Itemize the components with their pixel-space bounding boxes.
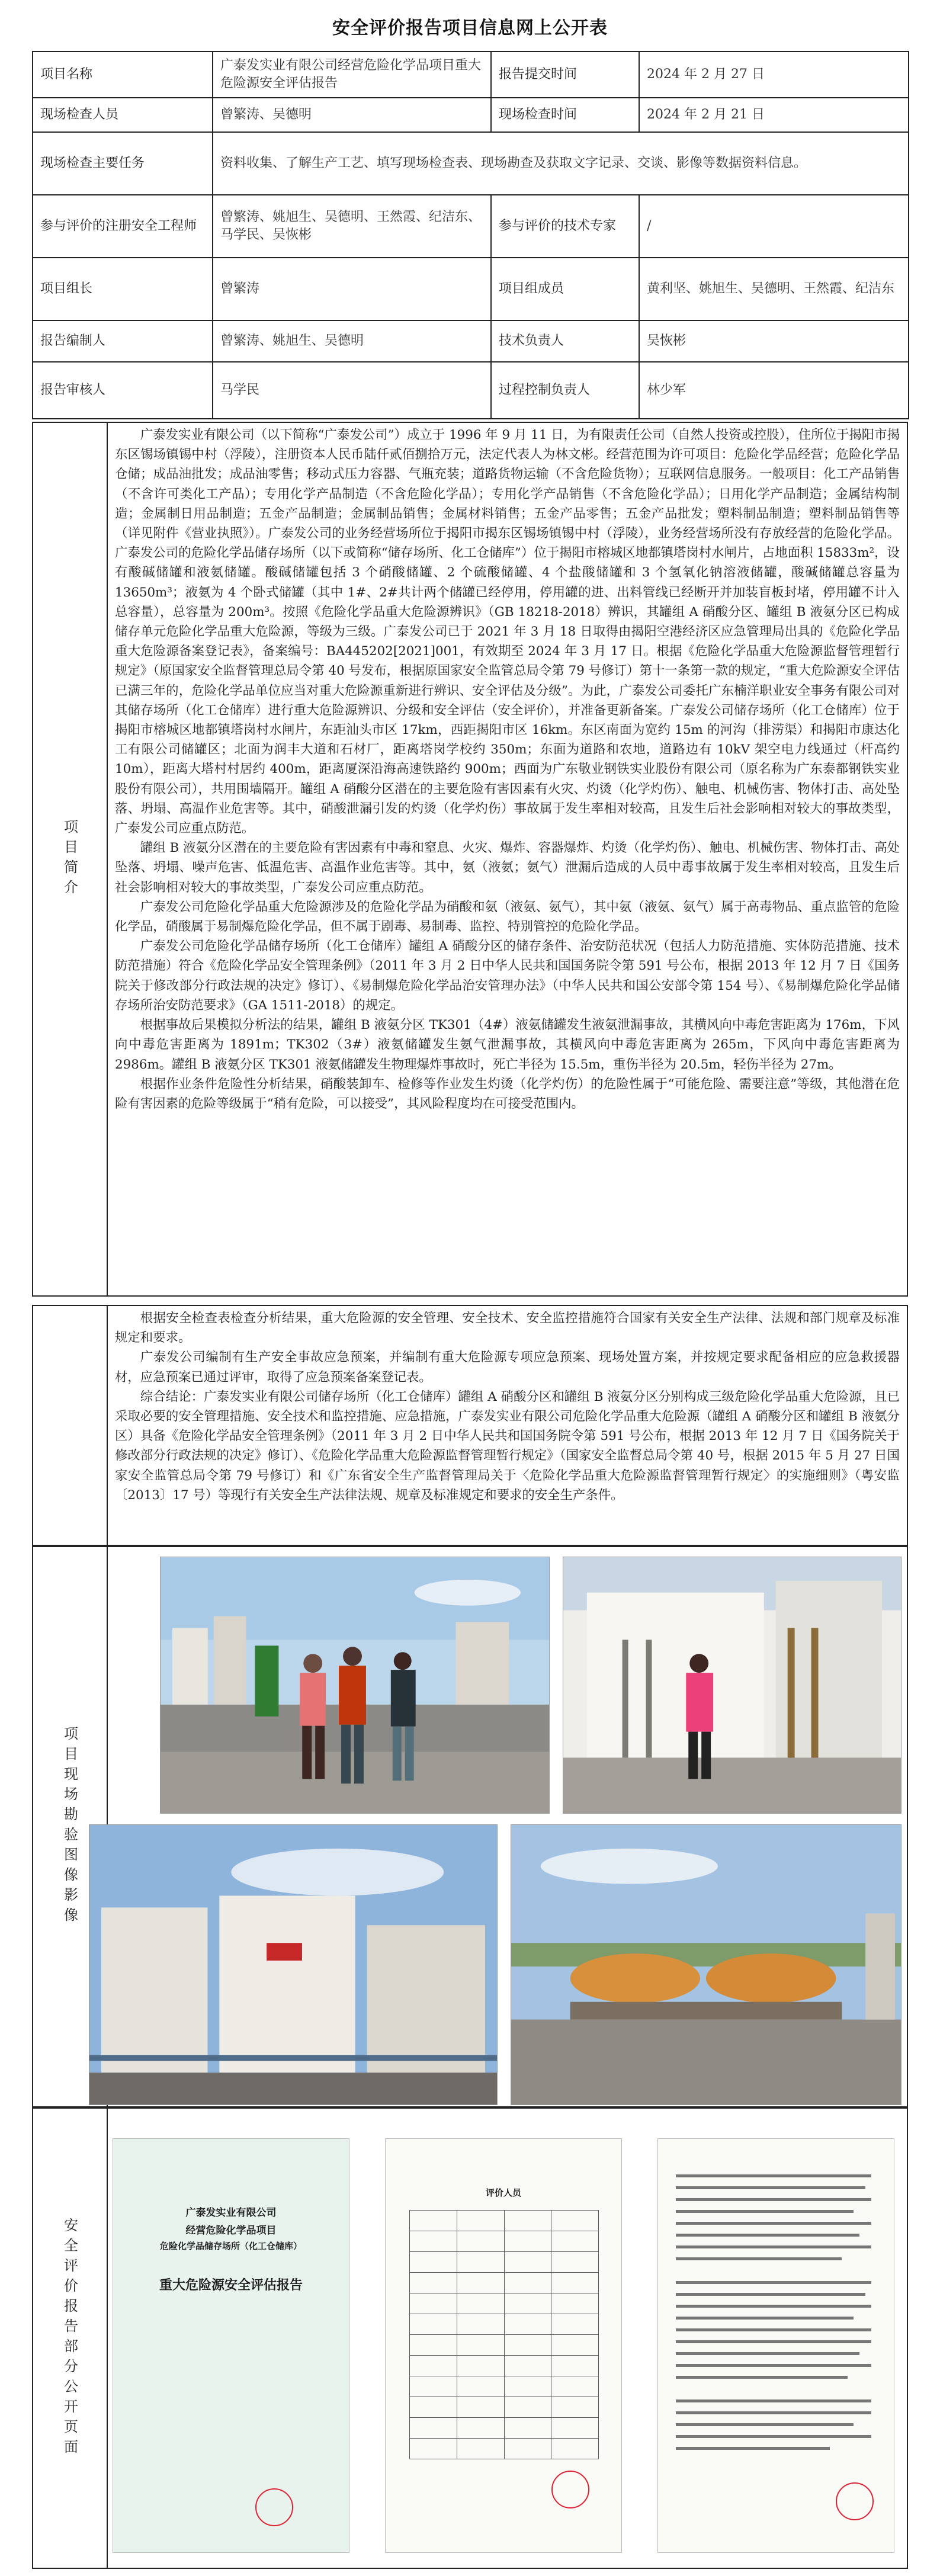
conclusion-text-lines (676, 2174, 877, 2506)
personnel-heading: 评价人员 (485, 2187, 521, 2198)
report-pages-label-cell (33, 2109, 108, 2568)
summary-b-paragraph-1: 根据安全检查表检查分析结果，重大危险源的安全管理、安全技术、安全监控措施符合国家有关安全生产法律、法规和部门规章及标准规定和要求。 (115, 1311, 900, 1346)
site-photo-pipes (563, 1557, 901, 1814)
leader-value: 曾繁涛 (213, 258, 491, 320)
personnel-table (409, 2210, 599, 2459)
cover-stamp (255, 2488, 293, 2526)
summary-paragraph-4: 广泰发公司危险化学品储存场所（化工仓储库）罐组 A 硝酸分区的储存条件、治安防范状况（包括人力防范措施、实体防范措施、技术防范措施）符合《危险化学品安全管理条例》（2011 年 3 月 2 日中华人民共和国国务院令第 591 号公布，根据 2013 年 12 月 7 日《国务院关于修改部分行政法规的决定》修订）、《易制爆危险化学品治安管理办法》（中华人民共和国公安部令第 154 号）、《易制爆危险化学品储存场所治安防范要求》（GA 1511-2018）的规定。 (115, 939, 900, 1013)
report-personnel-page (385, 2138, 622, 2553)
process-label: 过程控制负责人 (491, 362, 639, 419)
summary-paragraph-2: 罐组 B 液氨分区潜在的主要危险有害因素有中毒和窒息、火灾、爆炸、容器爆炸、灼烫（化学灼伤）、触电、机械伤害、物体打击、高处坠落、坍塌、噪声危害、低温危害、高温作业危害等。其中，氨（液氨；氨气）泄漏后造成的人员中毒事故属于发生率相对较高，且发生后社会影响相对较大的事故类型，广泰发公司应重点防范。 (115, 841, 900, 895)
tech-lead-value: 吴恢彬 (639, 320, 909, 362)
summary-paragraph-1: 广泰发实业有限公司（以下简称“广泰发公司”）成立于 1996 年 9 月 11 日，为有限责任公司（自然人投资或控股），住所位于揭阳市揭东区锡场镇锡中村（浮陵），注册资本人民币陆仟贰佰捌拾万元，法定代表人为林文彬。经营范围为许可项目：危险化学品经营；危险化学品仓储；成品油批发；成品油零售；移动式压力容器、气瓶充装；道路货物运输（不含危险货物）；互联网信息服务。一般项目：化工产品销售（不含许可类化工产品）；专用化学产品制造（不含危险化学品）；专用化学产品销售（不含危险化学品）；日用化学产品制造；金属结构制造；金属制日用品制造；五金产品制造；金属制品销售；金属材料销售；五金产品零售；五金产品批发；塑料制品制造；塑料制品销售等（详见附件《营业执照》）。广泰发公司的业务经营场所位于揭阳市揭东区锡场镇锡中村（浮陵），业务经营场所没有存放经营的危险化学品。广泰发公司的危险化学品储存场所（以下或简称“储存场所、化工仓储库”）位于揭阳市榕城区地都镇塔岗村水闸片，占地面积 15833m²，设有酸碱储罐和液氨储罐。酸碱储罐包括 3 个硝酸储罐、2 个硫酸储罐、4 个盐酸储罐和 3 个氢氧化钠溶液储罐，酸碱储罐总容量为 13650m³；液氨为 4 个卧式储罐（其中 1#、2#共计两个储罐已经停用，停用罐的进、出料管线已经断开并加装盲板封堵，停用罐不计入总容量），总容量为 200m³。按照《危险化学品重大危险源辨识》（GB 18218-2018）辨识，其罐组 A 硝酸分区、罐组 B 液氨分区已构成储存单元危险化学品重大危险源，等级为三级。广泰发公司已于 2021 年 3 月 18 日取得由揭阳空港经济区应急管理局出具的《危险化学品重大危险源备案登记表》，备案编号：BA44520​2[2021]001，有效期至 2024 年 3 月 17 日。根据《危险化学品重大危险源监督管理暂行规定》（原国家安全监督管理总局令第 40 号发布，根据原国家安全监管总局令第 79 号修订）第十一条第一款的规定，“重大危险源安全评估已满三年的，危险化学品单位应当对重大危险源重新进行辨识、安全评估及分级”。为此，广泰发公司委托广东楠洋职业安全事务有限公司对其储存场所（化工仓储库）进行重大危险源辨识、分级和安全评估（安全评价），并准备更新备案。广泰发公司储存场所（化工仓储库）位于揭阳市榕城区地都镇塔岗村水闸片，东距汕头市区 17km，西距揭阳市区 16km。东区南面为宽约 15m 的河沟（排涝渠）和揭阳市康达化工有限公司储罐区；北面为润丰大道和石材厂，距离塔岗学校约 350m；东面为道路和农地，道路边有 10kV 架空电力线通过（杆高约 10m），距离大塔村村居约 400m，距离厦深沿海高速铁路约 900m；西面为广东敬业钢铁实业股份有限公司（原名称为广东泰都钢铁实业股份有限公司），共用围墙隔开。罐组 A 硝酸分区潜在的主要危险有害因素有火灾、灼烫（化学灼伤）、触电、机械伤害、物体打击、高处坠落、坍塌、高温作业危害等。其中，硝酸泄漏引发的灼烫（化学灼伤）事故属于发生率相对较高，且发生后社会影响相对较大的事故类型，广泰发公司应重点防范。 (115, 428, 900, 836)
reviewer-label: 报告审核人 (33, 362, 213, 419)
writers-value: 曾繁涛、姚旭生、吴德明 (213, 320, 491, 362)
tech-lead-label: 技术负责人 (491, 320, 639, 362)
engineers-label: 参与评价的注册安全工程师 (33, 195, 213, 258)
tasks-value: 资料收集、了解生产工艺、填写现场检查表、现场勘查及获取文字记录、交谈、影像等数据资料信息。 (213, 132, 909, 195)
summary-section (32, 422, 908, 1297)
report-conclusion-page (657, 2138, 894, 2553)
summary-continued-section (32, 1305, 908, 1546)
summary-b-paragraph-2: 广泰发公司编制有生产安全事故应急预案，并编制有重大危险源专项应急预案、现场处置方案，并按规定要求配备相应的应急救援器材，应急预案已通过评审，取得了应急预案备案登记表。 (115, 1350, 900, 1385)
summary-paragraph-5: 根据事故后果模拟分析法的结果，罐组 B 液氨分区 TK301（4#）液氨储罐发生液氨泄漏事故，其横风向中毒危害距离为 176m，下风向中毒危害距离为 1891m；TK302（3#）液氨储罐发生氨气泄漏事故，其横风向中毒危害距离为 265m，下风向中毒危害距离为 2986m。罐组 B 液氨分区 TK301 液氨储罐发生物理爆炸事故时，死亡半径为 15.5m，重伤半径为 20.5m，轻伤半径为 27m。 (115, 1018, 900, 1072)
summary-label-cell (33, 423, 108, 1295)
inspectors-label: 现场检查人员 (33, 98, 213, 132)
report-cover-page (113, 2138, 349, 2553)
tasks-label: 现场检查主要任务 (33, 132, 213, 195)
personnel-stamp (551, 2471, 589, 2508)
inspectors-value: 曾繁涛、吴德明 (213, 98, 491, 132)
experts-value: / (639, 195, 909, 258)
conclusion-stamp (836, 2482, 874, 2520)
leader-label: 项目组长 (33, 258, 213, 320)
summary-b-paragraph-3: 综合结论：广泰发实业有限公司储存场所（化工仓储库）罐组 A 硝酸分区和罐组 B 液氨分区分别构成三级危险化学品重大危险源，且已采取必要的安全管理措施、安全技术和监控措施、应急措施，广泰发实业有限公司危险化学品重大危险源（罐组 A 硝酸分区和罐组 B 液氨分区）具备《危险化学品安全管理条例》（2011 年 3 月 2 日中华人民共和国国务院令第 591 号公布，根据 2013 年 12 月 7 日《国务院关于修改部分行政法规的决定》修订）、《危险化学品重大危险源监督管理暂行规定》（国家安全监督总局令第 40 号，根据 2015 年 5 月 27 日国家安全监管总局令第 79 号修订）和《广东省安全生产监督管理局关于〈危险化学品重大危险源监督管理暂行规定〉的实施细则》（粤安监〔2013〕17 号）等现行有关安全生产法律法规、规章及标准规定和要求的安全生产条件。 (115, 1389, 900, 1503)
summary-paragraph-3: 广泰发公司危险化学品重大危险源涉及的危险化学品为硝酸和氨（液氨、氨气），其中氨（液氨、氨气）属于高毒物品、重点监管的危险化学品，硝酸属于易制爆危险化学品，但不属于剧毒、易制毒、监控、特别管控的危险化学品。 (115, 899, 900, 935)
site-photo-inspectors (160, 1557, 550, 1814)
summary-content (108, 423, 907, 1295)
site-photo-tanks (89, 1824, 498, 2105)
cover-company: 广泰发实业有限公司 (185, 2207, 277, 2219)
summary-continued-label-cell (33, 1306, 108, 1545)
cover-title: 重大危险源安全评估报告 (159, 2278, 303, 2293)
cover-project: 经营危险化学品项目 (185, 2225, 277, 2237)
site-photo-ammonia-tanks (511, 1824, 901, 2105)
inspect-time-label: 现场检查时间 (491, 98, 639, 132)
writers-label: 报告编制人 (33, 320, 213, 362)
experts-label: 参与评价的技术专家 (491, 195, 639, 258)
photos-label: 项目现场勘验图像影像 (61, 1726, 78, 1927)
summary-label: 项目简介 (61, 819, 78, 900)
info-table (32, 51, 909, 419)
report-pages-label: 安全评价报告部分公开页面 (61, 2217, 78, 2459)
submit-time-label: 报告提交时间 (491, 52, 639, 98)
project-name-label: 项目名称 (33, 52, 213, 98)
project-name-value: 广泰发实业有限公司经营危险化学品项目重大危险源安全评估报告 (213, 52, 491, 98)
inspect-time-value: 2024 年 2 月 21 日 (639, 98, 909, 132)
engineers-value: 曾繁涛、姚旭生、吴德明、王然霞、纪洁东、马学民、吴恢彬 (213, 195, 491, 258)
members-label: 项目组成员 (491, 258, 639, 320)
page-title: 安全评价报告项目信息网上公开表 (332, 18, 608, 39)
members-value: 黄利坚、姚旭生、吴德明、王然霞、纪洁东 (639, 258, 909, 320)
reviewer-value: 马学民 (213, 362, 491, 419)
summary-paragraph-6: 根据作业条件危险性分析结果，硝酸装卸车、检修等作业发生灼烫（化学灼伤）的危险性属于“可能危险、需要注意”等级，其他潜在危险有害因素的危险等级属于“稍有危险，可以接受”，其风险程度均在可接受范围内。 (115, 1076, 900, 1111)
cover-site: 危险化学品储存场所（化工仓储库） (159, 2241, 302, 2251)
summary-continued-content (108, 1306, 907, 1545)
process-value: 林少军 (639, 362, 909, 419)
submit-time-value: 2024 年 2 月 27 日 (639, 52, 909, 98)
